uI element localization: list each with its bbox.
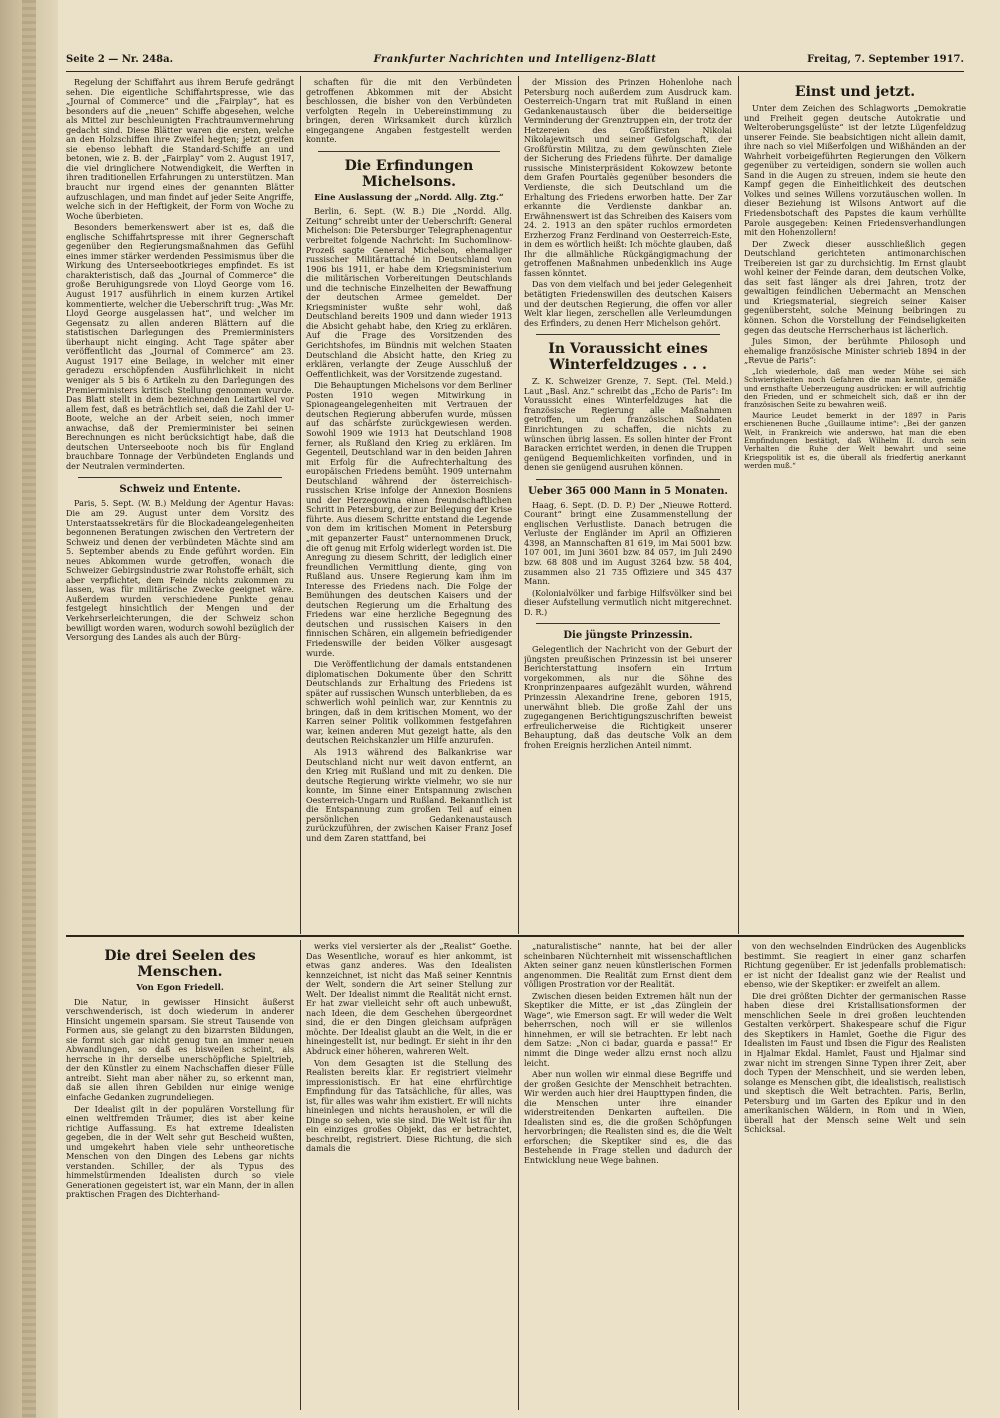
paragraph: Gelegentlich der Nachricht von der Geburt der jüngsten preußischen Prinzessin ist bei unserer Berichterstattung insofern ein Irrtum vorgekommen, als nur die Söhne des Kronprinzenpaares aufgezählt wurden, während Prinzessin Alexandrine Irene, geboren 1915, unerwähnt blieb. Die große Zahl der uns zugegangenen Berichtigungszuschriften beweist erfreulicherweise die Richtigkeit unserer Behauptung, daß das deutsche Volk an dem frohen Ereignis herzlichen Anteil nimmt. xyxy=(524,644,732,750)
column-rule xyxy=(518,76,519,934)
page-header xyxy=(66,54,964,70)
quote: Maurice Leudet bemerkt in der 1897 in Paris erschienenen Buche „Guillaume intime“: „Bei der ganzen Welt, in Frankreich wie anderswo, hat man die eben Empfindungen bestätigt, daß Wilhelm II. durch sein Verhalten die Ruhe der Welt bewahrt und seine Kriegspolitik ist es, die überall als friedfertig anerkannt werden muß.“ xyxy=(744,410,966,471)
paragraph: Berlin, 6. Sept. (W. B.) Die „Nordd. Allg. Zeitung“ schreibt unter der Ueberschrift: General Michelson: Die Petersburger Telegraphenagentur verbreitet folgende Nachricht: Im Suchomlinow-Prozeß sagte General Michelson, ehemaliger russischer Militärattaché in Deutschland von 1906 bis 1911, er habe dem Kriegsministerium die militärischen Vorbereitungen Deutschlands und die technische Einzelheiten der Bewaffnung der deutschen Armee gemeldet. Der Kriegsminister wußte sehr wohl, daß Deutschland bereits 1909 und dann wieder 1913 die Absicht gehabt habe, den Krieg zu erklären. Auf die Frage des Vorsitzenden des Gerichtshofes, im Bündnis mit welchen Staaten Deutschland die Absicht hatte, den Krieg zu erklären, verlangte der Zeuge Ausschluß der Oeffentlichkeit, was der Vorsitzende zugestand. xyxy=(306,206,512,379)
paragraph: Von dem Gesagten ist die Stellung des Realisten bereits klar. Er registriert vielmehr impressionistisch. Er hat eine ehrfürchtige Empfindung für das Tatsächliche, für alles, was ist, für alles was wahr ihm existiert. Er will nichts hineinlegen und nichts herausholen, er will die Dinge so sehen, wie sie sind. Die Welt ist für ihn ein einziges großes Objekt, das er betrachtet, beschreibt, registriert. Diese Richtung, die sich damals die xyxy=(306,1057,512,1154)
divider xyxy=(536,479,720,480)
paragraph: „naturalistische“ nannte, hat bei der aller scheinbaren Nüchternheit mit wissenschaftlichen Akten seiner ganz neuen künstlerischen Formen angenommen. Die Realität zum Ernst dient dem völligen Prostration vor der Realität. xyxy=(524,942,732,990)
column-rule xyxy=(300,76,301,934)
column-rule xyxy=(738,940,739,1410)
paragraph: Der Idealist gilt in der populären Vorstellung für einen weltfremden Träumer, dies ist aber keine richtige Auffassung. Es hat extreme Idealisten gegeben, die in der Welt sehr gut Bescheid wußten, und umgekehrt haben viele sehr untheoretische Menschen von den Dingen des Lebens gar nichts verstanden. Schiller, der als Typus des himmelstürmenden Idealisten durch so viele Generationen gegeistert ist, war ein Mann, der in allen praktischen Fragen des Dichterhand- xyxy=(66,1103,294,1200)
paragraph: Haag, 6. Sept. (D. D. P.) Der „Nieuwe Rotterd. Courant“ bringt eine Zusammenstellung der englischen Verlustliste. Danach betrugen die Verluste der Engländer im April an Offizieren 4398, an Mannschaften 81 619, im Mai 5001 bzw. 107 001, im Juni 3601 bzw. 84 057, im Juli 2490 bzw. 68 808 und im August 3264 bzw. 58 404, zusammen also 21 735 Offiziere und 345 437 Mann. xyxy=(524,499,732,587)
feuilleton-column-1 xyxy=(66,942,294,1408)
feuilleton-column-2 xyxy=(306,942,512,1408)
feuilleton-rule xyxy=(66,935,964,937)
paragraph: Die Veröffentlichung der damals entstandenen diplomatischen Dokumente über den Schritt Deutschlands zur Erhaltung des Friedens ist später auf russischen Wunsch unterblieben, da es schwerlich wohl peinlich war, zur Kenntnis zu bringen, daß in dem kritischen Moment, wo der Karren seiner Politik vollkommen festgefahren war, keinen anderen Mut gezeigt hatte, als den deutschen Reichskanzler um Hilfe anzurufen. xyxy=(306,659,512,746)
feuilleton-column-4 xyxy=(744,942,966,1408)
column-rule xyxy=(518,940,519,1410)
paragraph: Jules Simon, der berühmte Philosoph und ehemalige französische Minister schrieb 1894 in der „Revue de Paris“: xyxy=(744,336,966,366)
paragraph: Der Zweck dieser ausschließlich gegen Deutschland gerichteten antimonarchischen Treibereien ist gar zu durchsichtig. Im Ernst glaubt wohl keiner der Feinde daran, dem deutschen Volke, das seit fast länger als drei Jahren, trotz der gewaltigen feindlichen Uebermacht an Menschen und Kriegsmaterial, siegreich seiner Kaiser gegenübersteht, solche Meinung beibringen zu können. Schon die Vorstellung der Feindseligkeiten gegen das deutsche Herrscherhaus ist lächerlich. xyxy=(744,238,966,335)
column-rule xyxy=(300,940,301,1410)
paragraph: Regelung der Schiffahrt aus ihrem Berufe gedrängt sehen. Die eigentliche Schiffahrtspresse, wie das „Journal of Commerce“ und die „Fairplay“, hat es besonders auf die „neuen“ Schiffe abgesehen, welche als Mittel zur beschleunigten Frachtraumvermehrung gedacht sind. Diese Blätter waren die ersten, welche an den Holzschiffen ihre Zweifel hegten; jetzt greifen sie ebenso lebhaft die Standard-Schiffe an und betonen, wie z. B. der „Fairplay“ vom 2. August 1917, die viel dringlichere Notwendigkeit, die Werften in ihren traditionellen Erfahrungen zu unterstützen. Man braucht nur irgend eines der genannten Blätter aufzuschlagen, und man findet auf jeder Seite Angriffe, welche sich in der Heftigkeit, der Form von Woche zu Woche überbieten. xyxy=(66,78,294,221)
paragraph: Die drei größten Dichter der germanischen Rasse haben diese drei Kristallisationsformen der menschlichen Seele in drei großen leuchtenden Gestalten verkörpert. Shakespeare schuf die Figur des Skeptikers in Hamlet, Goethe die Figur des Idealisten im Faust und Ibsen die Figur des Realisten in Hjalmar Ekdal. Hamlet, Faust und Hjalmar sind zwar nicht im strengen Sinne Typen ihrer Zeit, aber doch Typen der Menschheit, und sie werden leben, solange es Menschen gibt, die idealistisch, realistisch und skeptisch die Welt betrachten. Paris, Berlin, Petersburg und im Garten des Epikur und in den amerikanischen Wäldern, in Rom und in Wien, überall hat der Mensch seine Welt und sein Schicksal. xyxy=(744,990,966,1135)
paragraph: Die Behauptungen Michelsons vor dem Berliner Posten 1910 wegen Mitwirkung in Spionageangelegenheiten mit Vertrauen der deutschen Regierung abberufen wurde, müssen auf das schärfste zurückgewiesen werden. Sowohl 1909 wie 1913 hat Deutschland 1908 ferner, als Rußland den Krieg zu erklären. Im Gegenteil, Deutschland war in den beiden Jahren mit Erfolg für die Aufrechterhaltung des europäischen Friedens bemüht. 1909 unternahm Deutschland während der österreichisch-russischen Krise infolge der Annexion Bosniens und der Herzegowina einen freundschaftlichen Schritt in Petersburg, der zur Beilegung der Krise führte. Aus diesem Schritte entstand die Legende von dem im kritischen Moment in Petersburg „mit gepanzerter Faust“ unternommenen Druck, die oft genug mit Erfolg widerlegt worden ist. Die Anregung zu diesem Schritt, der lediglich einer freundlichen Vermittlung diente, ging von Rußland aus. Unsere Regierung kam ihm im Interesse des Friedens nach. Die Folge der Bemühungen des deutschen Kaisers und der deutschen Regierung um die Erhaltung des Friedens war eine herzliche Begegnung des deutschen und russischen Kaisers in den finnischen Schären, ein allgemein befriedigender Friedenswille der beiden Völker ausgesagt wurde. xyxy=(306,380,512,658)
divider xyxy=(536,334,720,335)
paragraph: Paris, 5. Sept. (W. B.) Meldung der Agentur Havas: Die am 29. August unter dem Vorsitz des Unterstaatssekretärs für die Blockadeangelegenheiten begonnenen Beratungen zwischen den Vertretern der Schweiz und denen der verbündeten Mächte sind am 5. September abends zu Ende geführt worden. Ein neues Abkommen wurde getroffen, wonach die Schweizer Gebirgsindustrie zwar Rohstoffe erhält, sich aber verpflichtet, dem Feinde nichts zukommen zu lassen, was für militärische Zwecke geeignet wäre. Außerdem wurden verschiedene Punkte genau festgelegt hinsichtlich der Mengen und der Verkehrserleichterungen, die der Schweiz schon bewilligt worden waren, wodurch sowohl bezüglich der Versorgung des Landes als auch der Bürg- xyxy=(66,498,294,643)
paragraph: werks viel versierter als der „Realist“ Goethe. Das Wesentliche, worauf es hier ankommt, ist etwas ganz anderes. Was den Idealisten kennzeichnet, ist nicht das Maß seiner Kenntnis der Welt, sondern die Art seiner Stellung zur Welt. Der Idealist nimmt die Realität nicht ernst. Er hat zwar vielleicht sehr oft auch unbewußt, nach Ideen, die dem Geschehen übergeordnet sind, die er den Dingen gleichsam aufprägen möchte. Der Idealist glaubt an die Welt, in die er hineingestellt ist, nur bedingt. Er sieht in ihr den Abdruck einer höheren, wahreren Welt. xyxy=(306,942,512,1057)
headline: Einst und jetzt. xyxy=(794,84,916,100)
paragraph: Als 1913 während des Balkankrise war Deutschland nicht nur weit davon entfernt, an den Krieg mit Rußland und mit zu denken. Die deutsche Regierung wirkte vielmehr, wo sie nur konnte, im Sinne einer Entspannung zwischen Oesterreich-Ungarn und Rußland. Bekanntlich ist die Entspannung zum großen Teil auf einen persönlichen Gedankenaustausch zurückzuführen, der zwischen Kaiser Franz Josef und dem Zaren stattfand, bei xyxy=(306,747,512,843)
paragraph: Unter dem Zeichen des Schlagworts „Demokratie und Freiheit gegen deutsche Autokratie und Welteroberungsgelüste“ ist der letzte Lügenfeldzug unserer Feinde. Sie beabsichtigen nicht allein damit, ihre nach so viel Mißerfolgen und Wißhänden an der Wahrheit vorbeigeführten Regierungen den Völkern gegenüber zu verteidigen, sondern sie wollen auch Sand in die Augen zu streuen, indem sie heute den Kampf gegen die Einheitlichkeit des deutschen Volkes und seines Willens vorzutäuschen wollen. In dieser Beziehung ist Wilsons Antwort auf die Friedensbotschaft des Papstes die kaum verhüllte Parole ausgegeben: Keinen Friedensverhandlungen mit den Hohenzollern! xyxy=(744,103,966,238)
paragraph: schaften für die mit den Verbündeten getroffenen Abkommen mit der Absicht beschlossen, die bisher von den Verbündeten verfolgten Regeln in Uebereinstimmung zu bringen, deren Wirksamkeit durch kürzlich eingegangene Angaben festgestellt werden konnte. xyxy=(306,78,512,145)
article-author: Von Egon Friedell. xyxy=(136,983,224,993)
paragraph: Aber nun wollen wir einmal diese Begriffe und der großen Gesichte der Menschheit betrachten. Wir werden auch hier drei Haupttypen finden, die die Menschen unter ihre einander widerstreitenden Denkarten aufteilen. Die Idealisten sind es, die die großen Schöpfungen hervorbringen; die Realisten sind es, die die Welt erforschen; die Skeptiker sind es, die das Bestehende in Frage stellen und dadurch der Entwicklung neue Wege bahnen. xyxy=(524,1069,732,1166)
feuilleton-column-3 xyxy=(524,942,732,1408)
column-rule xyxy=(738,76,739,934)
page-number: Seite 2 — Nr. 248a. xyxy=(66,54,174,65)
column-3 xyxy=(524,78,732,930)
headline: Die jüngste Prinzessin. xyxy=(563,630,693,642)
paragraph: der Mission des Prinzen Hohenlohe nach Petersburg noch außerdem zum Ausdruck kam. Oesterreich-Ungarn trat mit Rußland in einen Gedankenaustausch über die beiderseitige Verminderung der Grenztruppen ein, der trotz der Hetzereien des Großfürsten Nikolai Nikolajewitsch und seiner Gefolgschaft, der Großfürstin Militza, zu dem gewünschten Ziele der Sicherung des Friedens führte. Der damalige russische Ministerpräsident Kokowzew betonte dem Grafen Pourtalès gegenüber besonders die Verdienste, die sich Deutschland um die Erhaltung des Friedens erworben hatte. Der Zar erkannte die Verdienste dankbar an. Erwähnenswert ist das Schreiben des Kaisers vom 24. 2. 1913 an den später ruchlos ermordeten Erzherzog Franz Ferdinand von Oesterreich-Este, in dem es wörtlich heißt: Ich möchte glauben, daß Ihr die allmähliche Rückgängigmachung der getroffenen Maßnahmen unbedenklich ins Auge fassen könntet. xyxy=(524,78,732,278)
headline: Ueber 365 000 Mann in 5 Monaten. xyxy=(528,485,728,497)
header-rule xyxy=(66,71,964,72)
article-title: Die drei Seelen des Menschen. xyxy=(104,948,256,980)
paragraph: Z. K. Schweizer Grenze, 7. Sept. (Tel. Meld.) Laut „Basl. Anz.“ schreibt das „Echo de Paris“: Im Voraussicht eines Winterfeldzuges hat die französische Regierung alle Maßnahmen getroffen, um den französischen Soldaten Einrichtungen zu schaffen, die nichts zu wünschen übrig lassen. Es sollen hinter der Front Baracken errichtet werden, in denen die Truppen genügend Bequemlichkeiten vorfinden, und in denen sie genügend ausruhen können. xyxy=(524,376,732,473)
divider xyxy=(536,623,720,624)
paragraph: (Kolonialvölker und farbige Hilfsvölker sind bei dieser Aufstellung vermutlich nicht mitgerechnet. D. R.) xyxy=(524,587,732,617)
binding-edge xyxy=(22,0,36,1418)
headline: Die Erfindungen Michelsons. xyxy=(344,157,474,190)
paragraph: von den wechselnden Eindrücken des Augenblicks bestimmt. Sie reagiert in einer ganz scharfen Richtung gegenüber. Er ist jedenfalls problematisch: er ist nicht der Idealist ganz wie der Realist und ebenso, wie der Skeptiker: er zweifelt an allem. xyxy=(744,942,966,990)
divider xyxy=(318,151,500,152)
headline: Schweiz und Entente. xyxy=(119,484,241,496)
column-4 xyxy=(744,78,966,930)
paragraph: Die Natur, in gewisser Hinsicht äußerst verschwenderisch, ist doch wiederum in anderer Hinsicht ungemein sparsam. Sie streut Tausende von Formen aus, sie gelangt zu den bizarrsten Bildungen, sie formt sich gar nicht genug tun an immer neuen Abwandlungen, so daß es bisweilen scheint, als herrsche in ihr derselbe unerschöpfliche Spieltrieb, der den Künstler zu einem Nachschaffen dieser Fülle antreibt. Sieht man aber näher zu, so erkennt man, daß sie allen ihren Gebilden nur einige wenige einfache Gedanken zugrundeliegen. xyxy=(66,996,294,1103)
paragraph: Das von dem vielfach und bei jeder Gelegenheit betätigten Friedenswillen des deutschen Kaisers und der deutschen Regierung, die offen vor aller Welt klar liegen, zerschellen alle Verleumdungen des Erfinders, zu denen Herr Michelson gehört. xyxy=(524,279,732,328)
paragraph: Besonders bemerkenswert aber ist es, daß die englische Schiffahrtspresse mit ihrer Gegnerschaft gegenüber den Regierungsmaßnahmen das Gefühl eines immer stärker werdenden Pessimismus über die Wirkung des Unterseebootkrieges empfindet. Es ist charakteristisch, daß das „Journal of Commerce“ die große Beruhigungsrede von Lloyd George vom 16. August 1917 ausführlich in einem kurzen Artikel kommentierte, welcher die Ueberschrift trug: „Was Mr. Lloyd George ausgelassen hat“, und welcher im Gegensatz zu allen anderen Blättern auf die statistischen Darlegungen des Premierministers überhaupt nicht einging. Acht Tage später aber veröffentlicht das „Journal of Commerce“ am 23. August 1917 eine Beilage, in welcher mit einer geradezu erschöpfenden Ausführlichkeit in nicht weniger als 5 bis 6 Artikeln zu den Darlegungen des Premierministers kritisch Stellung genommen wurde. Das Blatt stellt in dem bezeichnenden Leitartikel vor allem fest, daß es beträchtlich sei, daß die Zahl der U-Boote, welche an der Arbeit seien, noch immer anwachse, daß der Premierminister bei seinen Berechnungen es nicht berücksichtigt habe, daß die deutschen Unterseeboote noch bis für England brauchbare Tonnage der Verbündeten Englands und der Neutralen verminderten. xyxy=(66,222,294,471)
column-1 xyxy=(66,78,294,930)
subheadline: Eine Auslassung der „Nordd. Allg. Ztg.“ xyxy=(314,192,504,203)
divider xyxy=(78,477,282,478)
column-2 xyxy=(306,78,512,930)
issue-date: Freitag, 7. September 1917. xyxy=(807,54,964,65)
paragraph: Zwischen diesen beiden Extremen hält nun der Skeptiker die Mitte, er ist „das Zünglein der Wage“, wie Emerson sagt. Er will weder die Welt beherrschen, noch will er sie willenlos hinnehmen, er will sie betrachten. Er lebt nach dem Satze: „Non ci badar, guarda e passa!“ Er nimmt die Dinge weder allzu ernst noch allzu leicht. xyxy=(524,990,732,1068)
headline: In Voraussicht eines Winterfeldzuges . . . xyxy=(548,341,708,374)
masthead: Frankfurter Nachrichten und Intelligenz-Blatt xyxy=(373,54,657,65)
quote: „Ich wiederhole, daß man weder Mühe sei sich Schwierigkeiten noch Gefahren die man kennte, gemäße und ernsthafte Ueberzeugung ausdrücken: er will aufrichtig den Frieden, und er schmeichelt sich, daß er ihn der französischen Seite zu bewahren weiß. xyxy=(744,366,966,410)
